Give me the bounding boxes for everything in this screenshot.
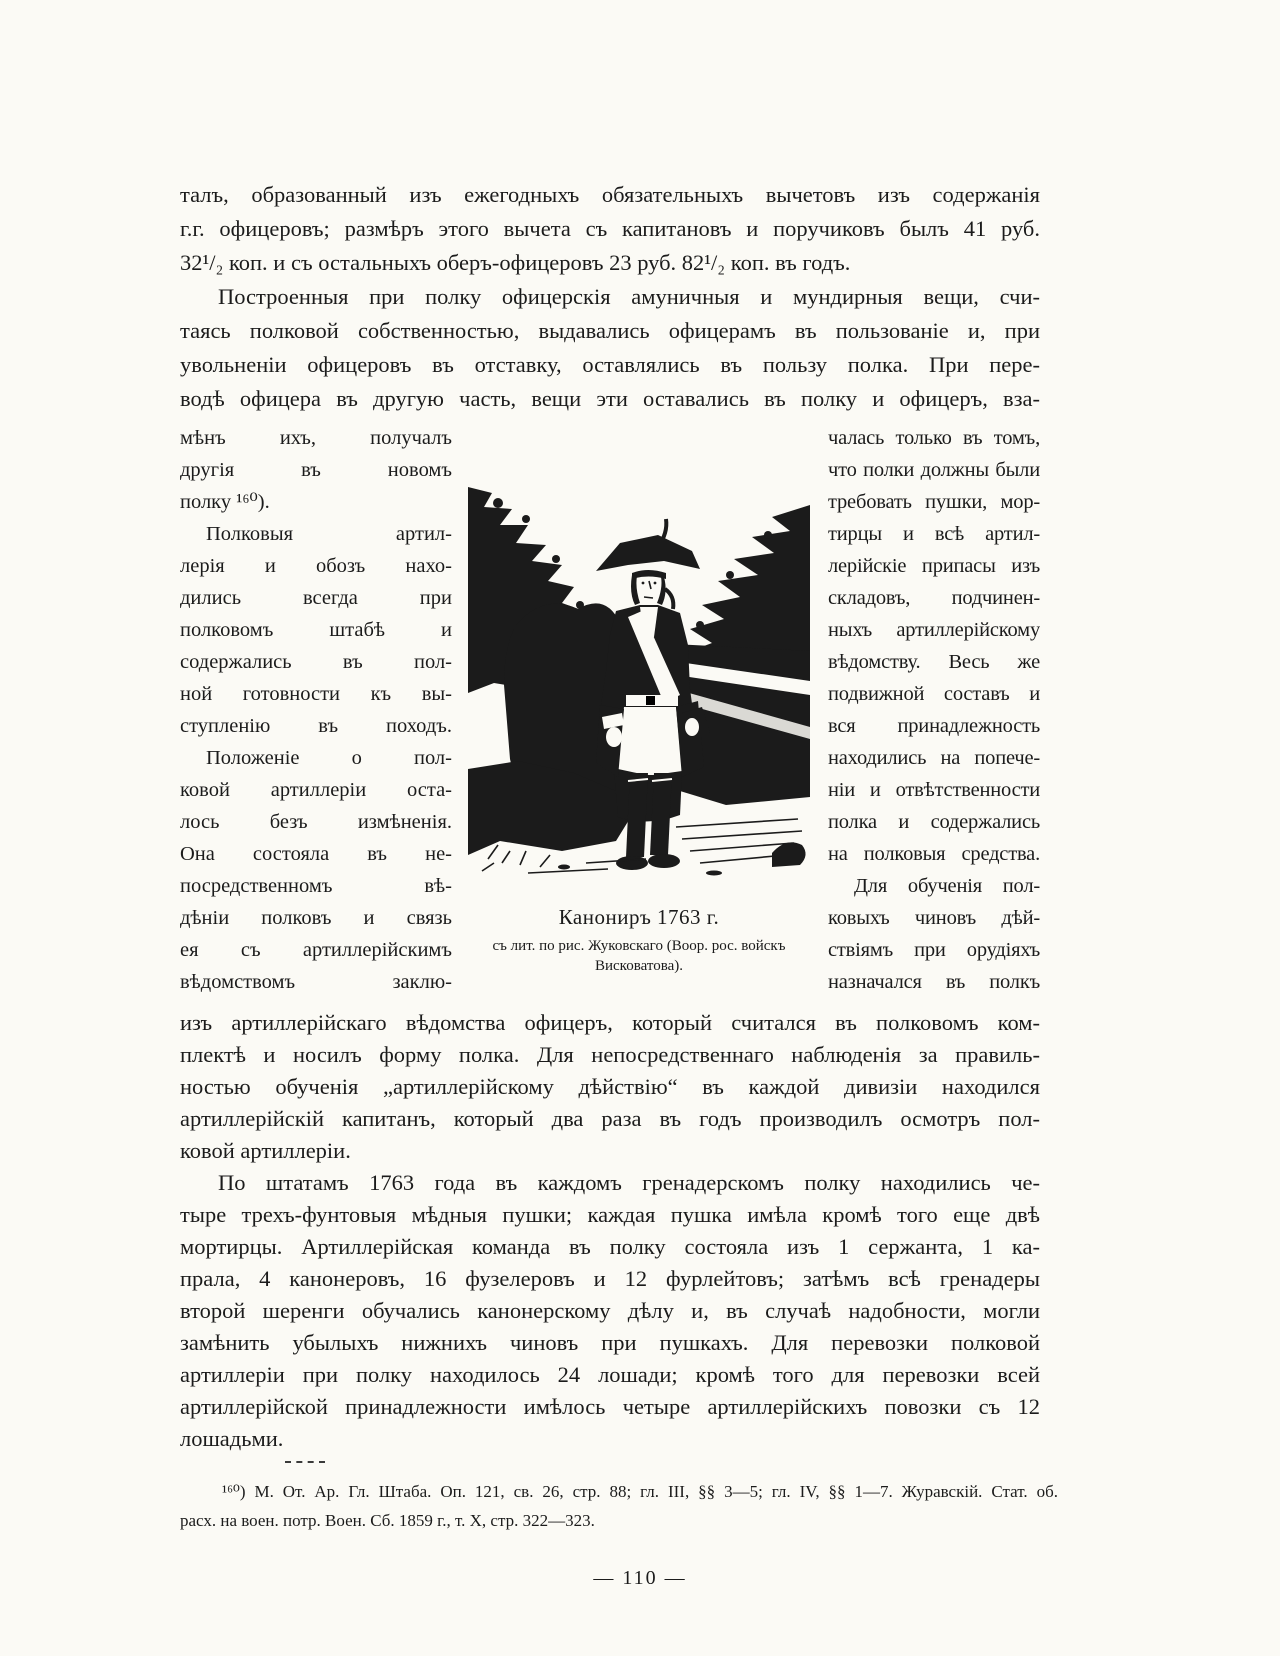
text-line: полка и содержались <box>828 811 1040 833</box>
text-line: плектѣ и носилъ форму полка. Для непосредственнаго наблюденія за правиль- <box>180 1042 1040 1067</box>
text-line: находились на попече- <box>828 747 1040 769</box>
text-line: Полковыя артил- <box>206 523 452 545</box>
text-line: По штатамъ 1763 года въ каждомъ гренадерскомъ полку находились че- <box>218 1170 1040 1195</box>
wrapped-text-section <box>180 422 1060 998</box>
text-line: таясь полковой собственностью, выдавались офицерамъ въ пользованіе и, при <box>180 318 1040 343</box>
canonier-1763-lithograph <box>468 475 810 883</box>
text-line: Построенныя при полку офицерскія амуничныя и мундирныя вещи, счи- <box>218 284 1040 309</box>
text-line: вся принадлежность <box>828 715 1040 737</box>
text-line: содержались въ пол- <box>180 651 452 673</box>
text-line: лерія и обозъ нахо- <box>180 555 452 577</box>
text-line: ступленію въ походъ. <box>180 715 452 737</box>
text-line: подвижной составъ и <box>828 683 1040 705</box>
text-line: замѣнить убылыхъ нижнихъ чиновъ при пушкахъ. Для перевозки полковой <box>180 1330 1040 1355</box>
text-line: ковой артиллеріи оста- <box>180 779 452 801</box>
text-line: тыре трехъ-фунтовыя мѣдныя пушки; каждая пушка имѣла кромѣ того еще двѣ <box>180 1202 1040 1227</box>
text-line: другія въ новомъ <box>180 459 452 481</box>
text-line: лерійскіе припасы изъ <box>828 555 1040 577</box>
text-line: ковой артиллеріи. <box>180 1138 351 1163</box>
text-line: вѣдомству. Весь же <box>828 651 1040 673</box>
text-line: лошадьми. <box>180 1426 284 1451</box>
text-line: 32¹/₂ коп. и съ остальныхъ оберъ-офицеровъ 23 руб. 82¹/₂ коп. въ годъ. <box>180 250 851 275</box>
text-line: полковомъ штабѣ и <box>180 619 452 641</box>
text-line: складовъ, подчинен- <box>828 587 1040 609</box>
text-line: артиллерійской принадлежности имѣлось четыре артиллерійскихъ повозки съ 12 <box>180 1394 1040 1419</box>
text-line: чалась только въ томъ, <box>828 427 1040 449</box>
text-line: полку ¹⁶⁰). <box>180 491 270 513</box>
text-line: артиллерійскій капитанъ, который два раза въ годъ производилъ осмотръ пол- <box>180 1106 1040 1131</box>
text-line: г.г. офицеровъ; размѣръ этого вычета съ капитановъ и поручиковъ былъ 41 руб. <box>180 216 1040 241</box>
text-line: увольненіи офицеровъ въ отставку, оставлялись въ пользу полка. При пере- <box>180 352 1040 377</box>
text-line: что полки должны были <box>828 459 1040 481</box>
text-line: Она состояла въ не- <box>180 843 452 865</box>
footnote-separator <box>285 1461 325 1463</box>
text-line: требовать пушки, мор- <box>828 491 1040 513</box>
page-number: — 110 — <box>593 1567 687 1589</box>
text-line: прала, 4 канонеровъ, 16 фузелеровъ и 12 фурлейтовъ; затѣмъ всѣ гренадеры <box>180 1266 1040 1291</box>
text-line: назначался въ полкъ <box>828 971 1040 993</box>
text-line: мѣнъ ихъ, получалъ <box>180 427 452 449</box>
text-line: лось безъ измѣненія. <box>180 811 452 833</box>
paragraph-block-top <box>180 178 1040 416</box>
text-line: артиллеріи при полку находилось 24 лошади; кромѣ того для перевозки всей <box>180 1362 1040 1387</box>
text-line: второй шеренги обучались канонерскому дѣлу и, въ случаѣ надобности, могли <box>180 1298 1040 1323</box>
text-line: Для обученія пол- <box>854 875 1040 897</box>
text-line: изъ артиллерійскаго вѣдомства офицеръ, который считался въ полковомъ ком- <box>180 1010 1040 1035</box>
caption-title: Канониръ 1763 г. <box>558 905 720 929</box>
text-line: ствіямъ при орудіяхъ <box>828 939 1040 961</box>
text-line: мортирцы. Артиллерійская команда въ полку состояла изъ 1 сержанта, 1 ка- <box>180 1234 1040 1259</box>
text-line: на полковыя средства. <box>828 843 1040 865</box>
text-line: тирцы и всѣ артил- <box>828 523 1040 545</box>
text-line: ніи и отвѣтственности <box>828 779 1040 801</box>
text-line: ной готовности къ вы- <box>180 683 452 705</box>
text-line: посредственномъ вѣ- <box>180 875 452 897</box>
text-line: дились всегда при <box>180 587 452 609</box>
right-text-column <box>828 422 1040 998</box>
text-line: ея съ артиллерійскимъ <box>180 939 452 961</box>
figure <box>468 422 810 976</box>
footnote-line: расх. на воен. потр. Воен. Сб. 1859 г., т. X, стр. 322—323. <box>180 1511 595 1530</box>
footnote <box>180 1477 1058 1535</box>
text-line: Положеніе о пол- <box>206 747 452 769</box>
caption-credit-line: съ лит. по рис. Жуковскаго (Воор. рос. войскъ <box>492 938 786 954</box>
caption-credit-line: Висковатова). <box>594 958 683 974</box>
footnote-line: ¹⁶⁰) М. От. Ар. Гл. Штаба. Оп. 121, св. 26, стр. 88; гл. III, §§ 3—5; гл. IV, §§ 1—7. Журавскій. Стат. об. <box>222 1482 1058 1501</box>
text-line: ностью обученія „артиллерійскому дѣйствію“ въ каждой дивизіи находился <box>180 1074 1040 1099</box>
text-line: ныхъ артиллерійскому <box>828 619 1040 641</box>
text-line: талъ, образованный изъ ежегодныхъ обязательныхъ вычетовъ изъ содержанія <box>180 182 1040 207</box>
text-line: дѣніи полковъ и связь <box>180 907 452 929</box>
text-line: водѣ офицера въ другую часть, вещи эти оставались въ полку и офицеръ, вза- <box>180 386 1040 411</box>
text-line: ковыхъ чиновъ дѣй- <box>828 907 1040 929</box>
text-line: вѣдомствомъ заклю- <box>180 971 452 993</box>
figure-caption <box>404 903 874 976</box>
paragraph-block-bottom <box>180 1007 1040 1455</box>
